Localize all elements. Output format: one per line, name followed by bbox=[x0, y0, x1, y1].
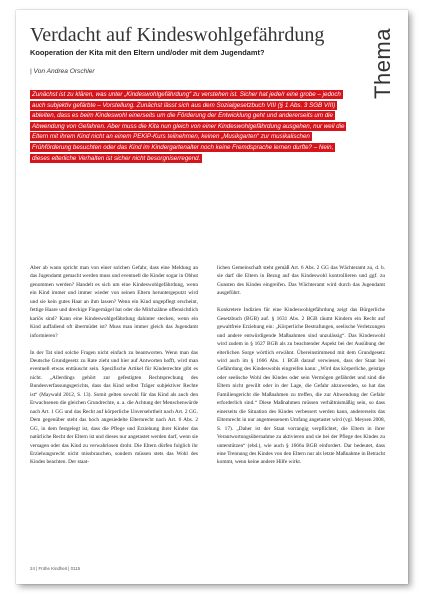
article-title: Verdacht auf Kindeswohlgefährdung bbox=[30, 24, 325, 46]
article-author: | Von Andrea Orschler bbox=[30, 68, 95, 75]
magazine-page bbox=[16, 10, 408, 584]
body-column-left bbox=[30, 264, 198, 475]
section-label bbox=[366, 28, 400, 138]
body-paragraph: In der Tat sind solche Fragen nicht einfach zu beantworten. Wenn man das Deutsche Grundgesetz zu Rate zieht und hier auf Antworten hofft, wird man eventuell etwas enttäuscht sein. Spezifische Artikel für Kinderrechte gibt es nicht. „Allerdings gehört zur gefestigten Rechtsprechung des Bundesverfassungsgerichts, dass das Kind selbst Träger subjektiver Rechte ist“ (Maywald 2012, S. 13). Somit gelten sowohl für das Kind als auch den Erwachsenen die gleichen Grundrechte, u. a. die Achtung der Menschenwürde nach Art. 1 GG und das Recht auf körperliche Unversehrtheit nach Art. 2 GG. Dem gegenüber steht das hoch angesiedelte Elternrecht nach Art. 6 Abs. 2 GG, in dem festgelegt ist, dass die Pflege und Erziehung ihrer Kinder das natürliche Recht der Eltern ist und dieses nur angetastet werden darf, wenn sie versagen oder das Kind zu verwahrlosen droht. Die Eltern dürfen folglich ihr Erziehungsrecht nicht missbrauchen, sondern müssen stets das Wohl des Kindes beachten. Der staat- bbox=[30, 349, 198, 466]
body-paragraph: Konkretere Indizien für eine Kindeswohlgefährdung zeigt das Bürgerliche Gesetzbuch (BGB) auf. § 1631 Abs. 2 BGB räumt Kindern ein Recht auf gewaltfreie Erziehung ein: „Körperliche Bestrafungen, seelische Verletzungen und andere entwürdigende Maßnahmen sind unzulässig“. Das Kindeswohl wird zudem in § 1627 BGB als zu beachtender Aspekt bei der Ausübung der elterlichen Sorge wörtlich erwähnt. Übereinstimmend mit dem Grundgesetz wird auch im § 1666 Abs. 1 BGB darauf verwiesen, dass der Staat bei Gefährdung des Kindeswohls eingreifen kann: „Wird das körperliche, geistige oder seelische Wohl des Kindes oder sein Vermögen gefährdet und sind die Eltern nicht gewillt oder in der Lage, die Gefahr abzuwenden, so hat das Familiengericht die Maßnahmen zu treffen, die zur Abwendung der Gefahr erforderlich sind.“ Diese Maßnahmen müssen verhältnismäßig sein, so dass einerseits die Situation des Kindes verbessert werden kann, andererseits das Elternrecht in nur angemessenem Umfang angetastet wird (vgl. Meysen 2008, S. 17). „Daher ist der Staat vorrangig verpflichtet, die Eltern in ihrer Verantwortungsübernahme zu aktivieren und sie bei der Pflege des Kindes zu unterstützen“ (ebd.), wie auch § 1666a BGB einfordert. Dar bedeutet, dass eine Trennung des Kindes von den Eltern nur als letzte Maßnahme in Betracht kommt, wenn keine andere Hilfe wirkt. bbox=[217, 307, 385, 466]
body-paragraph: Aber ab wann spricht man von einer solchen Gefahr, dass eine Meldung an das Jugendamt gemacht werden muss und eventuell die Kinder sogar in Obhut genommen werden? Handelt es sich um eine Kindeswohlgefährdung, wenn ein Kind immer und immer wieder von seinen Eltern heruntergeputzt wird und sie kein gutes Haar an ihm lassen? Wenn ein Kind ungepflegt erscheint, fettige Haare und dreckige Fingernägel hat oder die Milchzähne offensichtlich kariös sind? Kann eine Kindeswohlgefährdung dahinter stecken, wenn ein Kind auffallend oft übermüdet ist? Muss man immer gleich das Jugendamt informieren? bbox=[30, 265, 198, 339]
article-lead bbox=[30, 90, 346, 164]
body-paragraph: lichen Gemeinschaft steht gemäß Art. 6 Abs. 2 GG das Wächteramt zu, d. h. sie darf die Eltern in Bezug auf das Kindeswohl kontrollieren und ggf. zu Gunsten des Kindes eingreifen. Das Wächteramt wird durch das Jugendamt ausgeführt. bbox=[217, 265, 385, 297]
article-subtitle: Kooperation der Kita mit den Eltern und/oder mit dem Jugendamt? bbox=[30, 48, 265, 57]
page-footer: 24 | Frühe Kindheit | 0115 bbox=[30, 566, 81, 571]
body-column-right bbox=[217, 264, 385, 475]
article-lead-text: Zunächst ist zu klären, was unter „Kindeswohlgefährdung“ zu verstehen ist. Sicher hat jede/r eine grobe – jedoch auch subjektiv gefärbte – Vorstellung. Zunächst lässt sich aus dem Sozialgesetzbuch VIII (§ 1 Abs. 3 SGB VIII) ableiten, dass es beim Kindeswohl einerseits um die Förderung der Entwicklung geht und andererseits um die Abwendung von Gefahren. Aber muss die Kita nun gleich von einer Kindeswohlgefährdung ausgehen, nur weil die Eltern mit ihrem Kind nicht an einem PEKiP-Kurs teilnehmen, keinen „Musikgarten“ zur musikalischen Frühförderung besuchten oder das Kind im Kindergartenalter noch keine Fremdsprache lernen durfte? – Nein, dieses elterliche Verhalten ist sicher nicht besorgniserregend. bbox=[32, 91, 345, 162]
section-label-text: Thema bbox=[370, 28, 395, 99]
